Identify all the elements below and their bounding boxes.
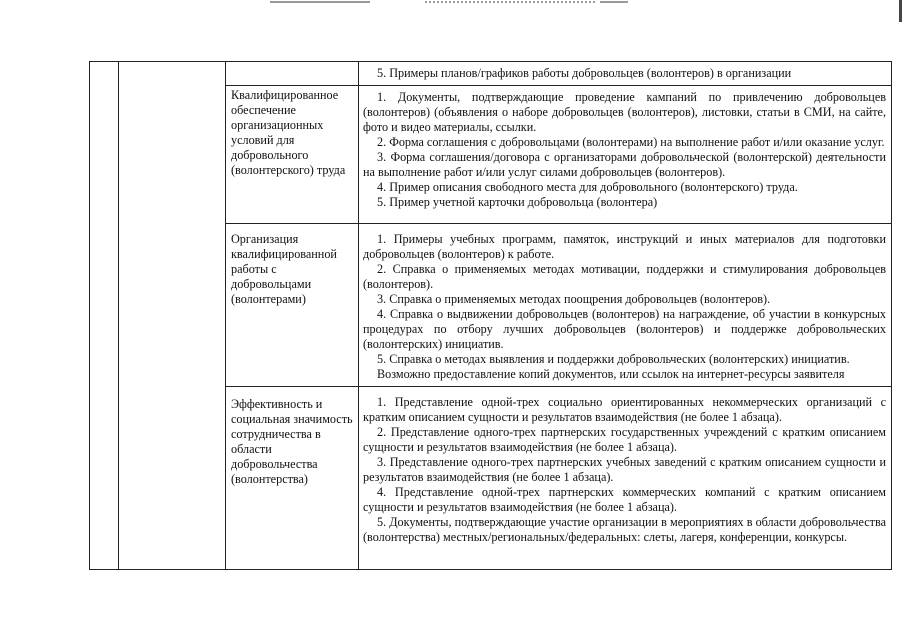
document-item: 4. Пример описания свободного места для добровольного (волонтерского) труда.	[377, 180, 798, 194]
document-note: Возможно предоставление копий документов, или ссылок на интернет-ресурсы заявителя	[377, 367, 845, 381]
criterion-text: Организация квалифицированной работы с добровольцами (волонтерами)	[231, 232, 337, 306]
documents-list	[359, 62, 891, 85]
document-item: 1. Документы, подтверждающие проведение кампаний по привлечению добровольцев (волонтеров) (объявления о наборе добровольцев (волонтеров), листовки, статьи в СМИ, на сайте, фото и видео материалы, ссылки.	[363, 90, 886, 134]
document-item: 5. Примеры планов/графиков работы добровольцев (волонтеров) в организации	[377, 66, 792, 80]
scan-artifact-top-left	[270, 1, 370, 7]
number-column-cell	[90, 62, 119, 570]
document-item: 3. Представление одного-трех партнерских учебных заведений с кратким описанием сущности и результатов взаимодействия (не более 1 абзаца).	[363, 455, 886, 484]
criterion-cell	[226, 86, 359, 224]
criterion-text: Квалифицированное обеспечение организационных условий для добровольного (волонтерского) труда	[231, 88, 346, 177]
document-item: 1. Представление одной-трех социально ориентированных некоммерческих организаций с кратким описанием сущности и результатов взаимодействия (не более 1 абзаца).	[363, 395, 886, 424]
criterion-cell	[226, 62, 359, 86]
document-item: 2. Справка о применяемых методах мотивации, поддержки и стимулирования добровольцев (волонтеров).	[363, 262, 886, 291]
scan-artifact-edge	[899, 0, 902, 22]
criterion-text	[226, 62, 358, 68]
document-item: 3. Форма соглашения/договора с организаторами добровольческой (волонтерской) деятельности на выполнение работ и/или услуг силами добровольцев (волонтеров).	[363, 150, 886, 179]
documents-list	[359, 387, 891, 549]
documents-list	[359, 86, 891, 214]
document-item: 5. Пример учетной карточки добровольца (волонтера)	[377, 195, 658, 209]
document-item: 5. Документы, подтверждающие участие организации в мероприятиях в области добровольчества (волонтерства) местных/региональных/федеральных: слеты, лагеря, конференции, конкурсы.	[363, 515, 886, 544]
criterion-cell	[226, 387, 359, 570]
section-column-cell	[119, 62, 226, 570]
document-item: 2. Представление одного-трех партнерских государственных учреждений с кратким описанием сущности и результатов взаимодействия (не более 1 абзаца).	[363, 425, 886, 454]
document-item: 4. Представление одной-трех партнерских коммерческих компаний с кратким описанием сущности и результатов взаимодействия (не более 1 абзаца).	[363, 485, 886, 514]
documents-cell	[359, 62, 892, 86]
criteria-table	[89, 61, 892, 570]
scan-artifact-top-right	[600, 1, 628, 7]
document-item: 1. Примеры учебных программ, памяток, инструкций и иных материалов для подготовки добровольцев (волонтеров) к работе.	[363, 232, 886, 261]
criterion-cell	[226, 224, 359, 387]
scan-artifact-top-center	[425, 1, 595, 7]
documents-cell	[359, 387, 892, 570]
documents-list	[359, 224, 891, 386]
documents-cell	[359, 86, 892, 224]
documents-cell	[359, 224, 892, 387]
document-item: 5. Справка о методах выявления и поддержки добровольческих (волонтерских) инициатив.	[377, 352, 850, 366]
table-row	[90, 62, 892, 86]
document-item: 2. Форма соглашения с добровольцами (волонтерами) на выполнение работ и/или оказание услуг.	[377, 135, 885, 149]
document-item: 3. Справка о применяемых методах поощрения добровольцев (волонтеров).	[377, 292, 771, 306]
criterion-text: Эффективность и социальная значимость сотрудничества в области добровольчества (волонтерства)	[231, 397, 353, 486]
document-item: 4. Справка о выдвижении добровольцев (волонтеров) на награждение, об участии в конкурсных процедурах по отбору лучших добровольцев (волонтеров) и поддержке добровольческих (волонтерских) инициатив.	[363, 307, 886, 351]
